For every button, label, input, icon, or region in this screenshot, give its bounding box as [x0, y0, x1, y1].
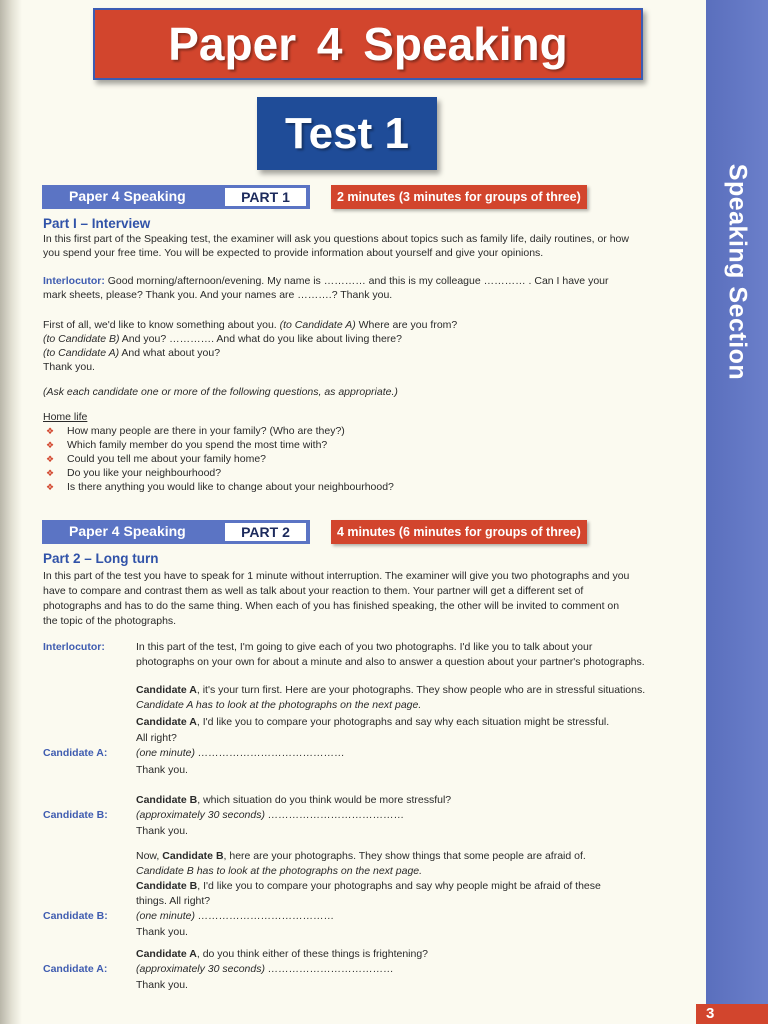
part2-intro-line: the topic of the photographs.	[43, 615, 177, 627]
part2-script-line	[136, 715, 609, 730]
script-text: Where are you from?	[355, 319, 458, 331]
part1-label: PART 1	[224, 187, 307, 207]
question-item: Is there anything you would like to change about your neighbourhood?	[67, 481, 394, 493]
candidate-name: Candidate A	[136, 684, 197, 696]
part2-intro-line: In this part of the test you have to speak for 1 minute without interruption. The examiner will give you two photographs and you	[43, 570, 630, 582]
script-text: , which situation do you think would be more stressful?	[197, 794, 452, 806]
question-item: Which family member do you spend the most time with?	[67, 439, 328, 451]
part1-intro-line: In this first part of the Speaking test, the examiner will ask you questions about topics such as family life, daily routines, or how	[43, 233, 629, 245]
title-banner	[93, 8, 643, 80]
part2-bar	[42, 520, 310, 544]
topic-heading: Home life	[43, 411, 88, 423]
part2-label: PART 2	[224, 522, 307, 542]
timing-line: (approximately 30 seconds) …………………………………	[136, 809, 405, 821]
part2-script-line: Thank you.	[136, 926, 188, 938]
section-sidebar	[706, 0, 768, 1024]
part2-intro-line: have to compare and contrast them as well as talk about your reaction to them. Your partner will get a different set of	[43, 585, 584, 597]
page-title: Paper 4 Speaking	[168, 18, 568, 70]
script-text: , here are your photographs. They show things that some people are afraid of.	[223, 850, 586, 862]
part2-script-line	[136, 947, 428, 962]
part2-note: Candidate B has to look at the photographs on the next page.	[136, 865, 423, 877]
script-text: Now,	[136, 850, 163, 862]
part2-script-line	[136, 849, 586, 864]
script-text: First of all, we'd like to know something about you.	[43, 319, 280, 331]
script-text: , I'd like you to compare your photographs and say why each situation might be stressful.	[196, 716, 610, 728]
timing-line: (one minute) …………………………………	[136, 910, 335, 922]
timing-line: (one minute) ……………………………………	[136, 747, 345, 759]
part2-heading: Part 2 – Long turn	[43, 551, 159, 566]
candidate-name: Candidate A	[136, 716, 197, 728]
part2-intro-line: photographs and has to do the same thing. When each of you has finished speaking, the other will be invited to comment on	[43, 600, 620, 612]
part1-script-line: Thank you.	[43, 361, 95, 373]
candidate-label: Candidate A:	[43, 963, 108, 975]
script-text: And what about you?	[119, 347, 221, 359]
bullet-icon: ❖	[46, 468, 55, 478]
sidebar-label: Speaking Section	[723, 163, 752, 381]
test-title: Test 1	[285, 108, 409, 158]
candidate-label: Candidate B:	[43, 910, 108, 922]
candidate-name: Candidate A	[136, 948, 197, 960]
candidate-name: Candidate B	[136, 880, 198, 892]
part1-bar-label: Paper 4 Speaking	[69, 188, 186, 204]
script-text: And you? …………. And what do you like about living there?	[119, 333, 402, 345]
interlocutor-speech: Good morning/afternoon/evening. My name is ………… and this is my colleague ………… . Can I have your	[107, 275, 609, 287]
part2-note: Candidate A has to look at the photographs on the next page.	[136, 699, 422, 711]
script-text: , it's your turn first. Here are your photographs. They show people who are in stressful situations.	[196, 684, 646, 696]
part1-script-line	[43, 332, 402, 347]
part2-script-line: things. All right?	[136, 895, 211, 907]
part1-instruction: (Ask each candidate one or more of the following questions, as appropriate.)	[43, 386, 398, 398]
candidate-name: Candidate B	[162, 850, 224, 862]
part2-script-line: Thank you.	[136, 825, 188, 837]
candidate-label: Candidate B:	[43, 809, 108, 821]
page-gutter	[0, 0, 22, 1024]
question-item: How many people are there in your family? (Who are they?)	[67, 425, 345, 437]
candidate-name: Candidate B	[136, 794, 198, 806]
script-text: , do you think either of these things is frightening?	[196, 948, 429, 960]
stage-direction: (to Candidate A)	[279, 319, 356, 331]
part2-script-line: All right?	[136, 732, 177, 744]
stage-direction: (to Candidate A)	[43, 347, 120, 359]
candidate-label: Candidate A:	[43, 747, 108, 759]
part1-script-line	[43, 346, 220, 361]
part2-bar-label: Paper 4 Speaking	[69, 523, 186, 539]
bullet-icon: ❖	[46, 426, 55, 436]
part1-time-label: 2 minutes (3 minutes for groups of three)	[331, 185, 587, 209]
bullet-icon: ❖	[46, 440, 55, 450]
stage-direction: (to Candidate B)	[43, 333, 120, 345]
page-number: 3	[706, 1005, 715, 1022]
part2-script-line	[136, 879, 601, 894]
part1-script-line	[43, 318, 457, 333]
test-banner	[257, 97, 437, 170]
bullet-icon: ❖	[46, 454, 55, 464]
part2-script-line: Thank you.	[136, 979, 188, 991]
part2-script-line	[136, 793, 451, 808]
part2-script-line	[136, 683, 645, 698]
interlocutor-label: Interlocutor:	[43, 275, 105, 287]
part2-script-line: Thank you.	[136, 764, 188, 776]
part1-bar	[42, 185, 310, 209]
question-item: Could you tell me about your family home?	[67, 453, 267, 465]
part1-interlocutor-line	[43, 274, 609, 289]
part1-heading: Part I – Interview	[43, 216, 151, 231]
part2-interlocutor-line: In this part of the test, I'm going to give each of you two photographs. I'd like you to talk about your	[136, 641, 593, 653]
part1-interlocutor-line: mark sheets, please? Thank you. And your names are ……….? Thank you.	[43, 289, 393, 301]
bullet-icon: ❖	[46, 482, 55, 492]
part1-intro-line: you spend your free time. You will be expected to provide information about yourself and give your opinions.	[43, 247, 544, 259]
script-text: , I'd like you to compare your photographs and say why people might be afraid of these	[197, 880, 601, 892]
interlocutor-label: Interlocutor:	[43, 641, 105, 653]
question-item: Do you like your neighbourhood?	[67, 467, 222, 479]
part2-interlocutor-line: photographs on your own for about a minute and also to answer a question about your partner's photographs.	[136, 656, 645, 668]
timing-line: (approximately 30 seconds) ………………………………	[136, 963, 394, 975]
part2-time-label: 4 minutes (6 minutes for groups of three)	[331, 520, 587, 544]
